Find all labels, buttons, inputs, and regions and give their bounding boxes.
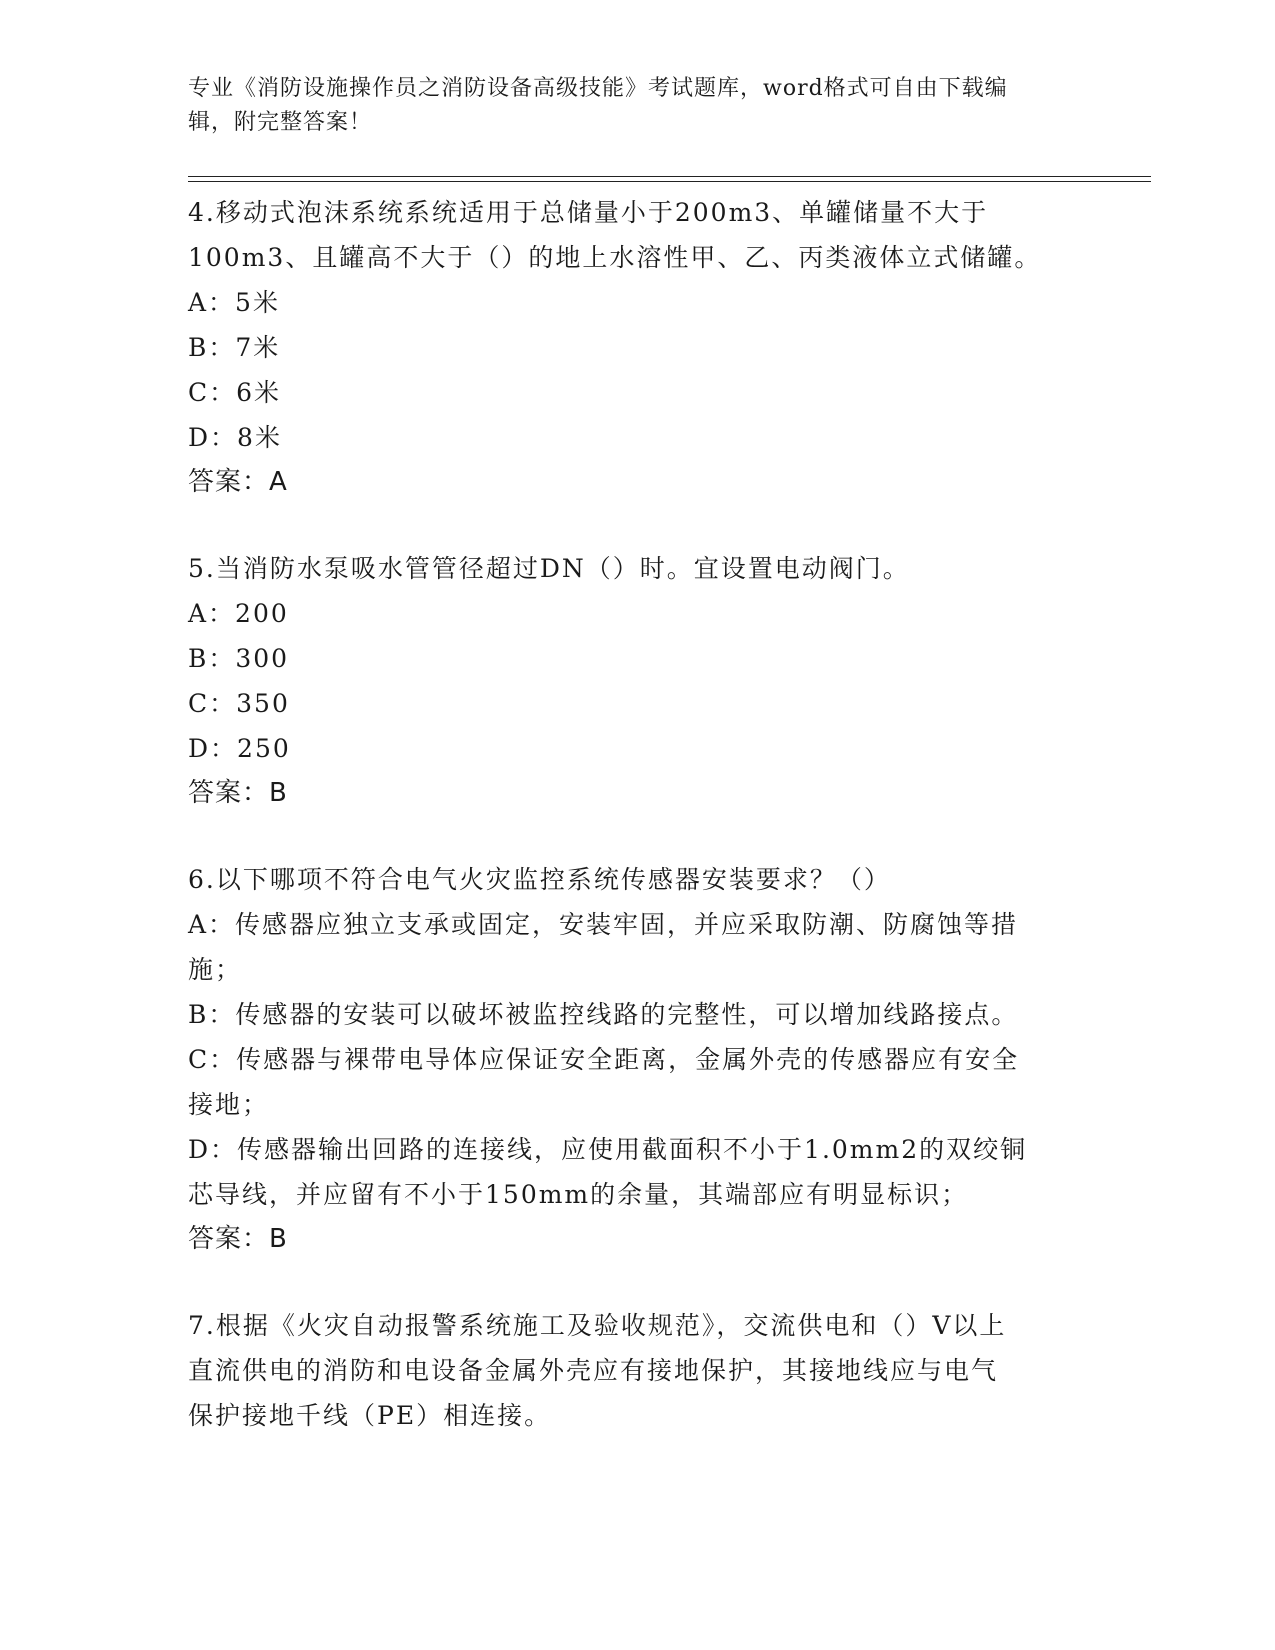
question-stem-line: 100m3、且罐高不大于（）的地上水溶性甲、乙、丙类液体立式储罐。	[188, 243, 1042, 272]
option-line: A：传感器应独立支承或固定，安装牢固，并应采取防潮、防腐蚀等措	[188, 910, 1019, 939]
option-line: 芯导线，并应留有不小于150mm的余量，其端部应有明显标识；	[188, 1180, 969, 1209]
answer-line: 答案：B	[188, 1224, 288, 1254]
option-line: A：200	[188, 599, 289, 628]
option-line: D：250	[188, 734, 291, 763]
question-stem-line: 6.以下哪项不符合电气火灾监控系统传感器安装要求？（）	[188, 865, 891, 894]
option-line: 接地；	[188, 1090, 270, 1119]
question-list	[188, 190, 1088, 1479]
question-stem-line: 直流供电的消防和电设备金属外壳应有接地保护，其接地线应与电气	[188, 1356, 999, 1385]
question-item	[188, 1303, 1088, 1438]
answer-line: 答案：A	[188, 467, 288, 497]
option-line: B：7米	[188, 333, 281, 362]
header-divider-bottom	[188, 181, 1151, 182]
option-line: 施；	[188, 955, 243, 984]
option-line: B：传感器的安装可以破坏被监控线路的完整性，可以增加线路接点。	[188, 1000, 1019, 1029]
header-line-2: 辑，附完整答案！	[188, 110, 373, 135]
header-line-1: 专业《消防设施操作员之消防设备高级技能》考试题库，word格式可自由下载编	[188, 76, 1008, 101]
option-line: B：300	[188, 644, 290, 673]
question-item	[188, 857, 1088, 1262]
question-stem-line: 7.根据《火灾自动报警系统施工及验收规范》，交流供电和（）V以上	[188, 1311, 1007, 1340]
question-stem-line: 5.当消防水泵吸水管管径超过DN（）时。宜设置电动阀门。	[188, 554, 910, 583]
answer-line: 答案：B	[188, 778, 288, 808]
question-stem-line: 保护接地千线（PE）相连接。	[188, 1401, 552, 1430]
document-header	[188, 72, 1068, 140]
option-line: C：6米	[188, 378, 282, 407]
option-line: C：传感器与裸带电导体应保证安全距离，金属外壳的传感器应有安全	[188, 1045, 1020, 1074]
question-stem-line: 4.移动式泡沫系统系统适用于总储量小于200m3、单罐储量不大于	[188, 198, 989, 227]
option-line: D：传感器输出回路的连接线，应使用截面积不小于1.0mm2的双绞铜	[188, 1135, 1028, 1164]
question-item	[188, 190, 1088, 505]
option-line: A：5米	[188, 288, 280, 317]
option-line: C：350	[188, 689, 290, 718]
question-item	[188, 546, 1088, 816]
header-divider-top	[188, 176, 1151, 177]
option-line: D：8米	[188, 423, 282, 452]
